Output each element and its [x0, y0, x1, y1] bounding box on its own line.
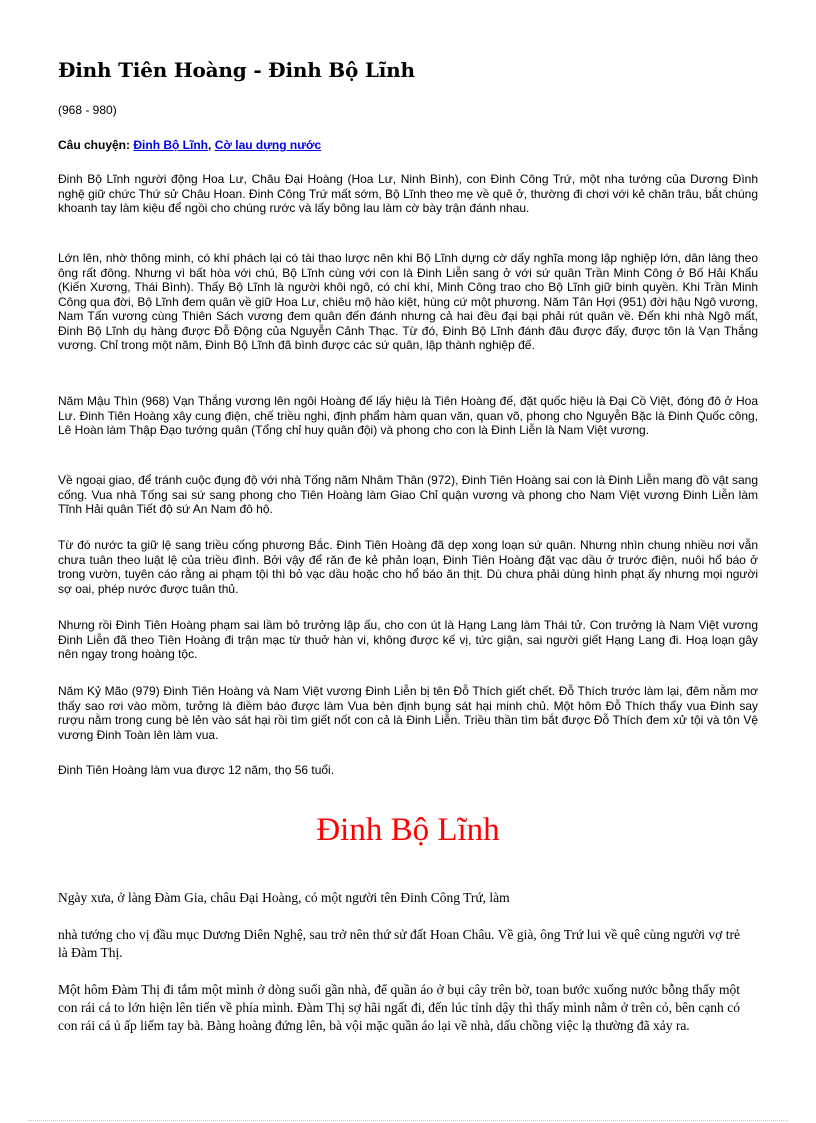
section-title: Đinh Bộ Lĩnh	[316, 812, 500, 848]
paragraph-4: Về ngoại giao, để tránh cuộc đụng độ với nhà Tống năm Nhâm Thân (972), Đinh Tiên Hoàng sai con là Đinh Liễn mang đồ vật sang cống. Vua nhà Tống sai sứ sang phong cho Tiên Hoàng làm Giao Chỉ quận vương và phong cho Nam Việt vương Đinh Liễn làm Tĩnh Hải quân Tiết độ sứ An Nam đô hộ.	[58, 473, 758, 516]
paragraph-1: Đinh Bộ Lĩnh người động Hoa Lư, Châu Đại Hoàng (Hoa Lư, Ninh Bình), con Đinh Công Trứ, một nha tướng của Dương Đình nghệ giữ chức Thứ sử Châu Hoan. Đinh Công Trứ mất sớm, Bộ Lĩnh theo mẹ về quê ở, thường đi chơi với kẻ chăn trâu, bắt chúng khoanh tay làm kiệu để ngồi cho chúng rước và lấy bông lau làm cờ bày trận đánh nhau.	[58, 172, 758, 215]
paragraph-8: Đinh Tiên Hoàng làm vua được 12 năm, thọ 56 tuổi.	[58, 763, 335, 777]
stories-line	[58, 138, 321, 152]
story-paragraph-3: Một hôm Đàm Thị đi tắm một mình ở dòng suối gần nhà, để quần áo ở bụi cây trên bờ, toan bước xuống nước bỗng thấy một con rái cá to lớn hiện lên tiến về phía mình. Đàm Thị sợ hãi ngất đi, đến lúc tỉnh dậy thì thấy mình nằm ở trên cỏ, bên cạnh có con rái cá ủ ấp liếm tay bà. Bàng hoàng đứng lên, bà vội mặc quần áo lại về nhà, dấu chồng việc lạ thường đã xảy ra.	[58, 982, 740, 1033]
footer-divider	[28, 1120, 788, 1121]
page-title: Đinh Tiên Hoàng - Đinh Bộ Lĩnh	[58, 58, 415, 82]
story-separator: ,	[208, 138, 212, 152]
paragraph-3: Năm Mậu Thìn (968) Vạn Thắng vương lên ngôi Hoàng đế lấy hiệu là Tiên Hoàng đế, đặt quốc hiệu là Đại Cồ Việt, đóng đô ở Hoa Lư. Đinh Tiên Hoàng xây cung điện, chế triều nghi, định phẩm hàm quan văn, quan võ, phong cho Nguyễn Bặc là Đinh Quốc công, Lê Hoàn làm Thập Đạo tướng quân (Tổng chỉ huy quân đội) và phong cho con là Đinh Liễn là Nam Việt vương.	[58, 394, 758, 437]
story-link-co-lau-dung-nuoc[interactable]: Cờ lau dựng nước	[214, 138, 322, 152]
paragraph-2: Lớn lên, nhờ thông minh, có khí phách lại có tài thao lược nên khi Bộ Lĩnh dựng cờ dấy nghĩa mong lập nghiệp lớn, dân làng theo ông rất đông. Nhưng vì bất hòa với chú, Bộ Lĩnh cùng với con là Đinh Liễn sang ở với sứ quân Trần Minh Công ở Bố Hải Khẩu (Kiến Xương, Thái Bình). Thấy Bộ Lĩnh là người khôi ngô, có chí khí, Minh Công trao cho Bộ Lĩnh giữ binh quyền. Khi Trần Minh Công qua đời, Bộ Lĩnh đem quân về giữ Hoa Lư, chiêu mộ hào kiệt, hùng cứ một phương. Năm Tân Hợi (951) đời hậu Ngô vương, Nam Tấn vương cùng Thiên Sách vương đem quân đến đánh nhưng cả hai đều đại bại phải rút quân về. Đến khi nhà Ngô mất, Đinh Bộ Lĩnh dụ hàng được Đỗ Động của Nguyễn Cảnh Thạc. Từ đó, Đinh Bộ Lĩnh đánh đâu được đấy, được tôn là Vạn Thắng vương. Chỉ trong một năm, Đinh Bộ Lĩnh đã bình được các sứ quân, lập thành nghiệp đế.	[58, 251, 758, 352]
reign-years: (968 - 980)	[58, 103, 117, 117]
stories-label: Câu chuyện:	[58, 138, 131, 152]
paragraph-6: Nhưng rồi Đinh Tiên Hoàng phạm sai lầm bỏ trưởng lập ấu, cho con út là Hạng Lang làm Thái tử. Con trưởng là Nam Việt vương Đinh Liễn đã theo Tiên Hoàng đi trận mạc từ thuở hàn vi, không được kế vị, tức giận, sai người giết Hạng Lang đi. Hoạ loạn gây nên ngay trong hoàng tộc.	[58, 618, 758, 661]
paragraph-7: Năm Kỷ Mão (979) Đinh Tiên Hoàng và Nam Việt vương Đinh Liễn bị tên Đỗ Thích giết chết. Đỗ Thích trước làm lại, đêm nằm mơ thấy sao rơi vào mồm, tưởng là điềm báo được làm Vua bèn định bụng sát hại minh chủ. Một hôm Đỗ Thích thấy vua Đinh say rượu nằm trong cung bè lẻn vào sát hại rồi tìm giết nốt con cả là Đinh Liễn. Triều thần tìm bắt được Đỗ Thích đem xử tội và tôn Vệ vương Đinh Toàn lên làm vua.	[58, 684, 758, 742]
story-link-dinh-bo-linh[interactable]: Đinh Bộ Lĩnh	[133, 138, 209, 152]
story-paragraph-2: nhà tướng cho vị đầu mục Dương Diên Nghệ, sau trở nên thứ sử đất Hoan Châu. Về già, ông Trứ lui về quê cùng người vợ trẻ là Đàm Thị.	[58, 927, 740, 960]
story-paragraph-1: Ngày xưa, ở làng Đàm Gia, châu Đại Hoàng, có một người tên Đinh Công Trứ, làm	[58, 890, 510, 905]
paragraph-5: Từ đó nước ta giữ lệ sang triều cống phương Bắc. Đinh Tiên Hoàng đã dẹp xong loạn sứ quân. Nhưng nhìn chung nhiều nơi vẫn chưa tuân theo luật lệ của triều đình. Bởi vậy để răn đe kẻ phản loạn, Đinh Tiên Hoàng đặt vạc dầu ở trước điện, nuôi hổ báo ở trong vườn, tuyên cáo rằng ai phạm tội thì bỏ vạc dầu hoặc cho hổ báo ăn thịt. Dù chưa phải dùng hình phạt ấy nhưng mọi người sợ oai, phép nước được tuân thủ.	[58, 538, 758, 596]
